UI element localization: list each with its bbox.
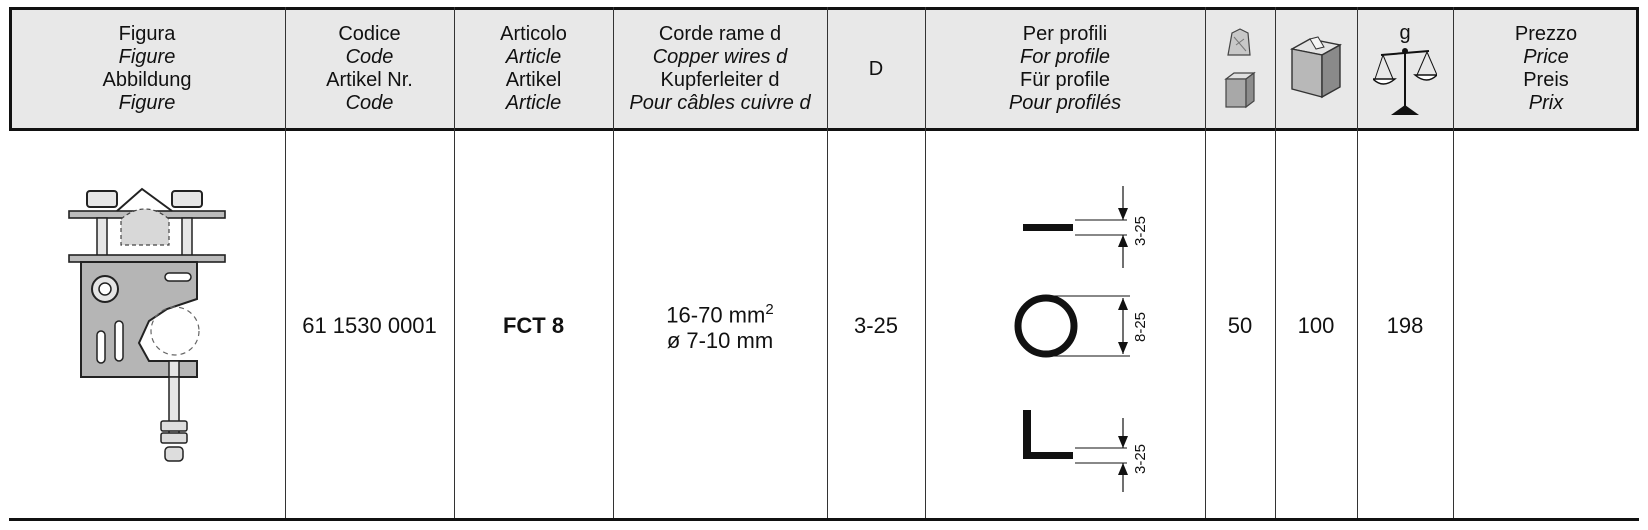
round-profile-dim: 8-25 — [1132, 311, 1149, 342]
cell-code — [285, 131, 454, 520]
header-figure-en: Figure — [118, 46, 176, 68]
profiles-diagram — [965, 156, 1165, 496]
header-profiles-en: For profile — [1019, 46, 1111, 68]
flat-profile-shape — [1023, 224, 1073, 231]
header-profiles — [925, 7, 1205, 131]
header-code-en: Code — [345, 46, 394, 68]
header-article-en: Article — [505, 46, 562, 68]
header-price-fr: Prix — [1528, 92, 1564, 114]
header-profiles-it: Per profili — [1022, 23, 1108, 45]
header-pack-small — [1205, 7, 1275, 131]
header-code-de: Artikel Nr. — [326, 69, 413, 91]
product-article: FCT 8 — [502, 312, 565, 338]
header-wires-fr: Pour câbles cuivre d — [629, 92, 811, 114]
product-figure — [9, 131, 285, 520]
angle-profile-dim: 3-25 — [1132, 443, 1149, 474]
cell-article — [454, 131, 613, 520]
cell-d — [827, 131, 925, 520]
header-code-fr: Code — [345, 92, 394, 114]
flat-profile-dim: 3-25 — [1132, 215, 1149, 246]
header-price-it: Prezzo — [1514, 23, 1578, 45]
wire-area-sup: 2 — [765, 300, 774, 318]
header-d-label: D — [868, 57, 884, 80]
header-price-en: Price — [1523, 46, 1569, 68]
table-bottom-rule — [9, 518, 1639, 521]
header-d — [827, 7, 925, 131]
wire-area — [666, 297, 773, 328]
header-pack-big — [1275, 7, 1357, 131]
scale-icon — [1373, 45, 1437, 117]
bag-box-icon — [1220, 25, 1260, 113]
header-wires-en: Copper wires d — [652, 46, 788, 68]
header-weight — [1357, 7, 1453, 131]
header-article-fr: Article — [505, 92, 562, 114]
product-code: 61 1530 0001 — [302, 312, 437, 338]
header-figure-de: Abbildung — [102, 69, 192, 91]
wire-area-value: 16-70 mm — [666, 302, 766, 328]
header-article — [454, 7, 613, 131]
header-figure-it: Figura — [118, 23, 176, 45]
header-wires-it: Corde rame d — [658, 23, 782, 45]
header-code — [285, 7, 454, 131]
product-table — [9, 7, 1639, 520]
header-article-de: Artikel — [505, 69, 562, 91]
cell-profiles — [925, 131, 1205, 520]
cell-wires — [613, 131, 827, 520]
header-figure-fr: Figure — [118, 92, 176, 114]
angle-profile-shape — [1023, 410, 1073, 459]
round-profile-shape — [1018, 298, 1074, 354]
weight-value: 198 — [1386, 312, 1424, 338]
header-profiles-de: Für profile — [1019, 69, 1111, 91]
header-profiles-fr: Pour profilés — [1008, 92, 1122, 114]
header-wires-de: Kupferleiter d — [660, 69, 780, 91]
pack-big-qty: 100 — [1297, 312, 1335, 338]
header-wires — [613, 7, 827, 131]
header-figure — [9, 7, 285, 131]
cell-pack-small — [1205, 131, 1275, 520]
cell-price — [1453, 131, 1639, 520]
header-price — [1453, 7, 1639, 131]
header-weight-unit: g — [1399, 21, 1411, 44]
cell-weight — [1357, 131, 1453, 520]
cell-pack-big — [1275, 131, 1357, 520]
header-code-it: Codice — [338, 23, 401, 45]
carton-box-icon — [1288, 35, 1344, 103]
header-price-de: Preis — [1523, 69, 1569, 91]
d-range: 3-25 — [853, 312, 899, 338]
header-article-it: Articolo — [500, 23, 567, 45]
clamp-figure — [57, 181, 237, 471]
wire-diameter: ø 7-10 mm — [666, 328, 774, 354]
pack-small-qty: 50 — [1227, 312, 1253, 338]
